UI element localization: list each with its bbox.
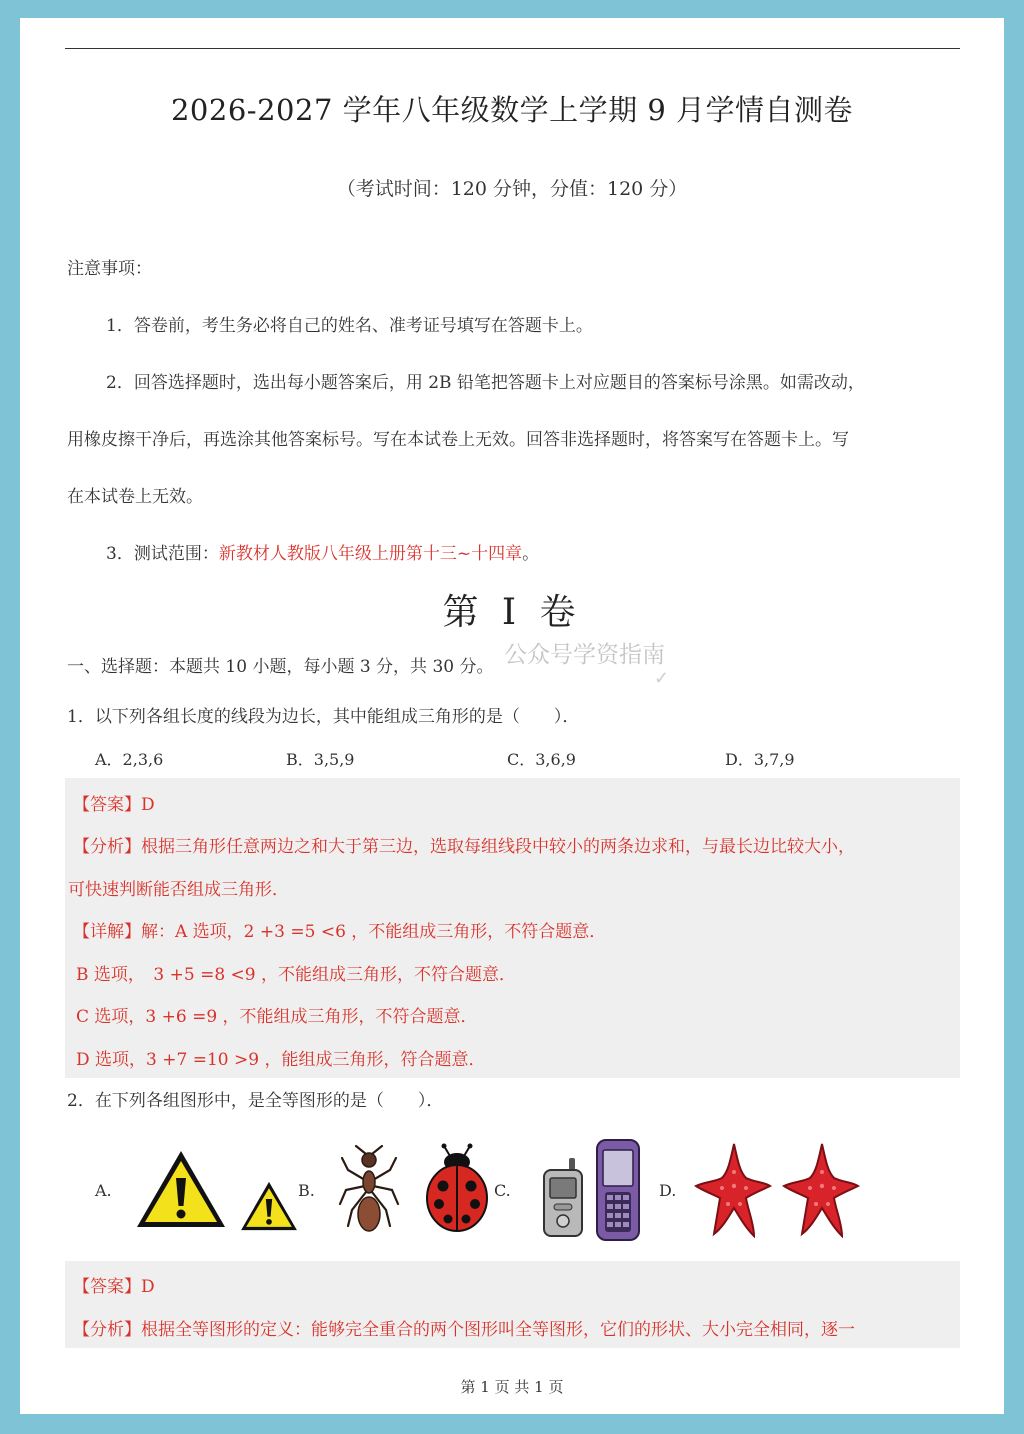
- notice-item-1: 1．答卷前，考生务必将自己的姓名、准考证号填写在答题卡上。: [106, 316, 593, 336]
- question-2-answer-box: [65, 1261, 960, 1348]
- question-2-answer: 【答案】D: [73, 1277, 155, 1297]
- question-1-detail-c: C 选项，3 +6 =9 ，不能组成三角形，不符合题意．: [76, 1007, 478, 1027]
- question-1-analysis-line-1: 【分析】根据三角形任意两边之和大于第三边，选取每组线段中较小的两条边求和，与最长边比较大小，: [73, 837, 855, 857]
- page-footer: 第 1 页 共 1 页: [460, 1378, 564, 1396]
- question-1-detail-d: D 选项，3 +7 =10 >9 ，能组成三角形，符合题意．: [76, 1050, 486, 1070]
- starfish-icon: [694, 1142, 772, 1238]
- notice-heading: 注意事项：: [67, 259, 152, 279]
- question-1-option-d: D．3,7,9: [725, 750, 795, 769]
- notice-item-3-prefix: 3．测试范围：: [106, 544, 219, 564]
- question-2-stem: 2．在下列各组图形中，是全等图形的是（ ）．: [67, 1091, 444, 1111]
- page-title: 2026-2027 学年八年级数学上学期 9 月学情自测卷: [170, 93, 853, 127]
- notice-item-2-line-1: 2．回答选择题时，选出每小题答案后，用 2B 铅笔把答题卡上对应题目的答案标号涂黑。如需改动，: [106, 373, 865, 393]
- ant-icon: [338, 1144, 400, 1238]
- question-1-option-b: B．3,5,9: [286, 750, 355, 769]
- exam-info: （考试时间：120 分钟，分值：120 分）: [336, 178, 688, 200]
- starfish-icon: [782, 1142, 860, 1238]
- question-1-option-a: A．2,3,6: [95, 750, 164, 769]
- question-1-detail-b: B 选项， 3 +5 =8 <9 ，不能组成三角形，不符合题意．: [76, 965, 517, 985]
- ladybug-icon: [424, 1144, 490, 1234]
- watermark: 公众号学资指南: [504, 642, 665, 668]
- volume-title: 第 I 卷: [442, 592, 582, 633]
- cellphone-icon: [595, 1138, 641, 1242]
- exam-paper: [20, 18, 1004, 1414]
- watermark-check-icon: ✓: [654, 668, 670, 689]
- notice-item-3-suffix: 。: [522, 544, 540, 564]
- question-1-option-c: C．3,6,9: [507, 750, 576, 769]
- section-heading: 一、选择题：本题共 10 小题，每小题 3 分，共 30 分。: [67, 657, 494, 677]
- notice-item-3: [106, 539, 539, 564]
- question-2-option-c-label: C.: [494, 1181, 511, 1200]
- question-1-answer-box: [65, 778, 960, 1078]
- notice-item-2-line-2: 用橡皮擦干净后，再选涂其他答案标号。写在本试卷上无效。回答非选择题时，将答案写在答题卡上。写: [67, 430, 849, 450]
- warning-triangle-icon: [134, 1148, 228, 1230]
- warning-triangle-icon: [239, 1180, 299, 1232]
- question-1-answer: 【答案】D: [73, 795, 155, 815]
- top-rule: [65, 48, 960, 49]
- question-2-option-a-label: A.: [95, 1181, 112, 1200]
- question-1-analysis-line-2: 可快速判断能否组成三角形．: [68, 880, 289, 900]
- cellphone-icon: [542, 1158, 584, 1238]
- question-2-option-d-label: D.: [659, 1181, 677, 1200]
- question-2-analysis-line-1: 【分析】根据全等图形的定义：能够完全重合的两个图形叫全等图形，它们的形状、大小完全相同，逐一: [73, 1320, 855, 1340]
- question-1-stem: 1．以下列各组长度的线段为边长，其中能组成三角形的是（ ）．: [67, 707, 580, 727]
- test-scope: 新教材人教版八年级上册第十三~十四章: [218, 544, 523, 564]
- question-1-detail-a: 【详解】解：A 选项，2 +3 =5 <6 ，不能组成三角形，不符合题意．: [73, 922, 607, 942]
- notice-item-2-line-3: 在本试卷上无效。: [67, 487, 203, 507]
- question-2-option-b-label: B.: [298, 1181, 315, 1200]
